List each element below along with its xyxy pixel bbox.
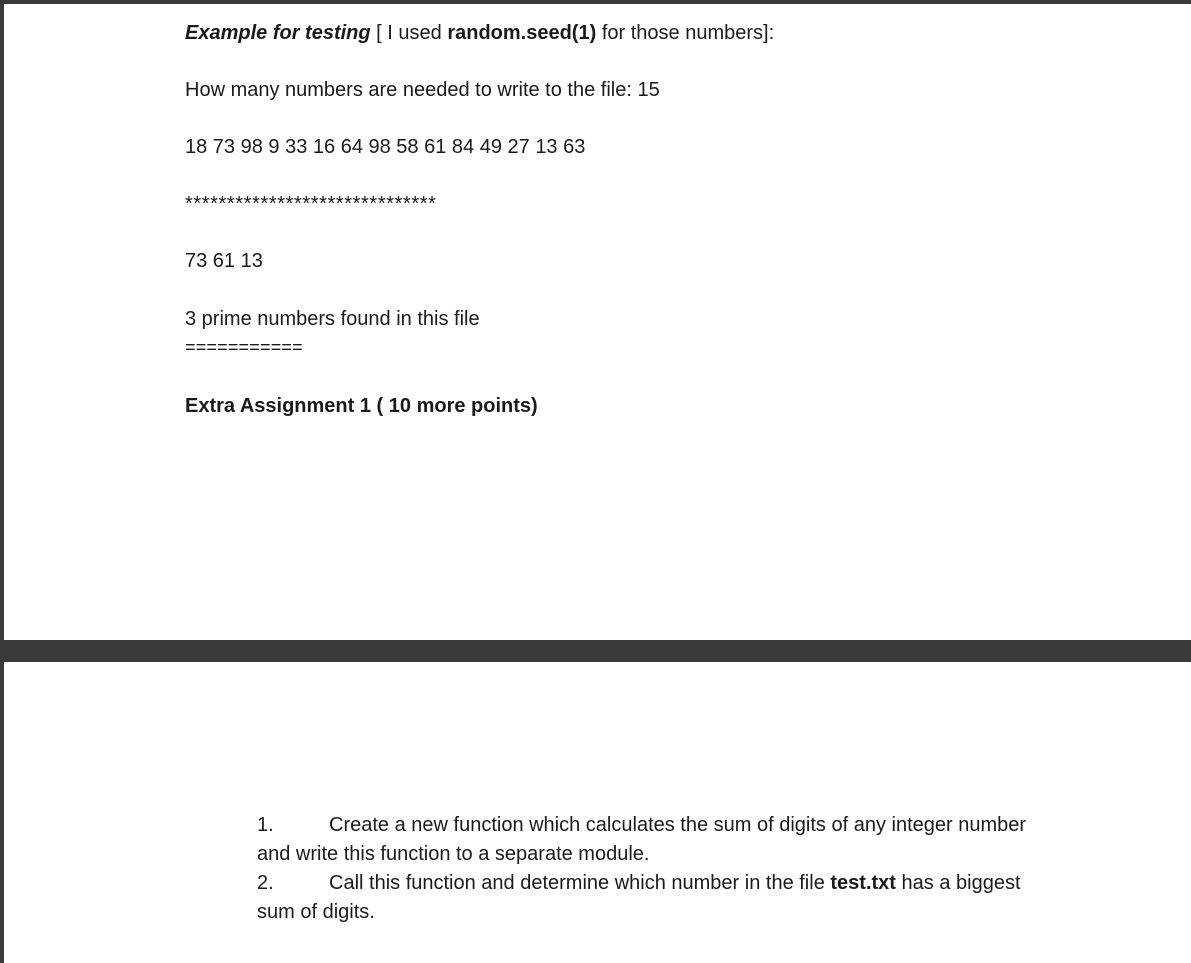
numbers-line: 18 73 98 9 33 16 64 98 58 61 84 49 27 13 63 (185, 136, 586, 158)
example-mid-text-1: [ I used (370, 22, 448, 44)
list-item-number: 2. (257, 872, 274, 894)
test-file-name: test.txt (830, 872, 896, 894)
primes-line: 73 61 13 (185, 250, 263, 272)
extra-assignment-heading-text: Extra Assignment 1 ( 10 more points) (185, 395, 538, 417)
example-mid-text-2: for those numbers]: (596, 22, 775, 44)
example-intro-line (185, 21, 774, 45)
equals-separator: =========== (185, 337, 303, 357)
list-item (257, 811, 1037, 869)
example-label: Example for testing (185, 22, 371, 44)
document-page-1 (4, 4, 1191, 640)
list-item-text-end: has a biggest sum of digits. (257, 872, 1021, 923)
list-item-number: 1. (257, 814, 274, 836)
list-item-text: Create a new function which calculates the sum of digits of any integer number and write this function to a separate module. (257, 814, 1027, 865)
stars-separator: ****************************** (185, 193, 437, 215)
found-line: 3 prime numbers found in this file (185, 308, 480, 330)
list-item (257, 869, 1037, 927)
extra-assignment-heading (185, 394, 538, 418)
document-page-2 (4, 662, 1191, 963)
random-seed-code: random.seed(1) (447, 22, 597, 44)
list-item-text: Call this function and determine which number in the file (329, 872, 831, 894)
prompt-line: How many numbers are needed to write to the file: 15 (185, 79, 660, 101)
